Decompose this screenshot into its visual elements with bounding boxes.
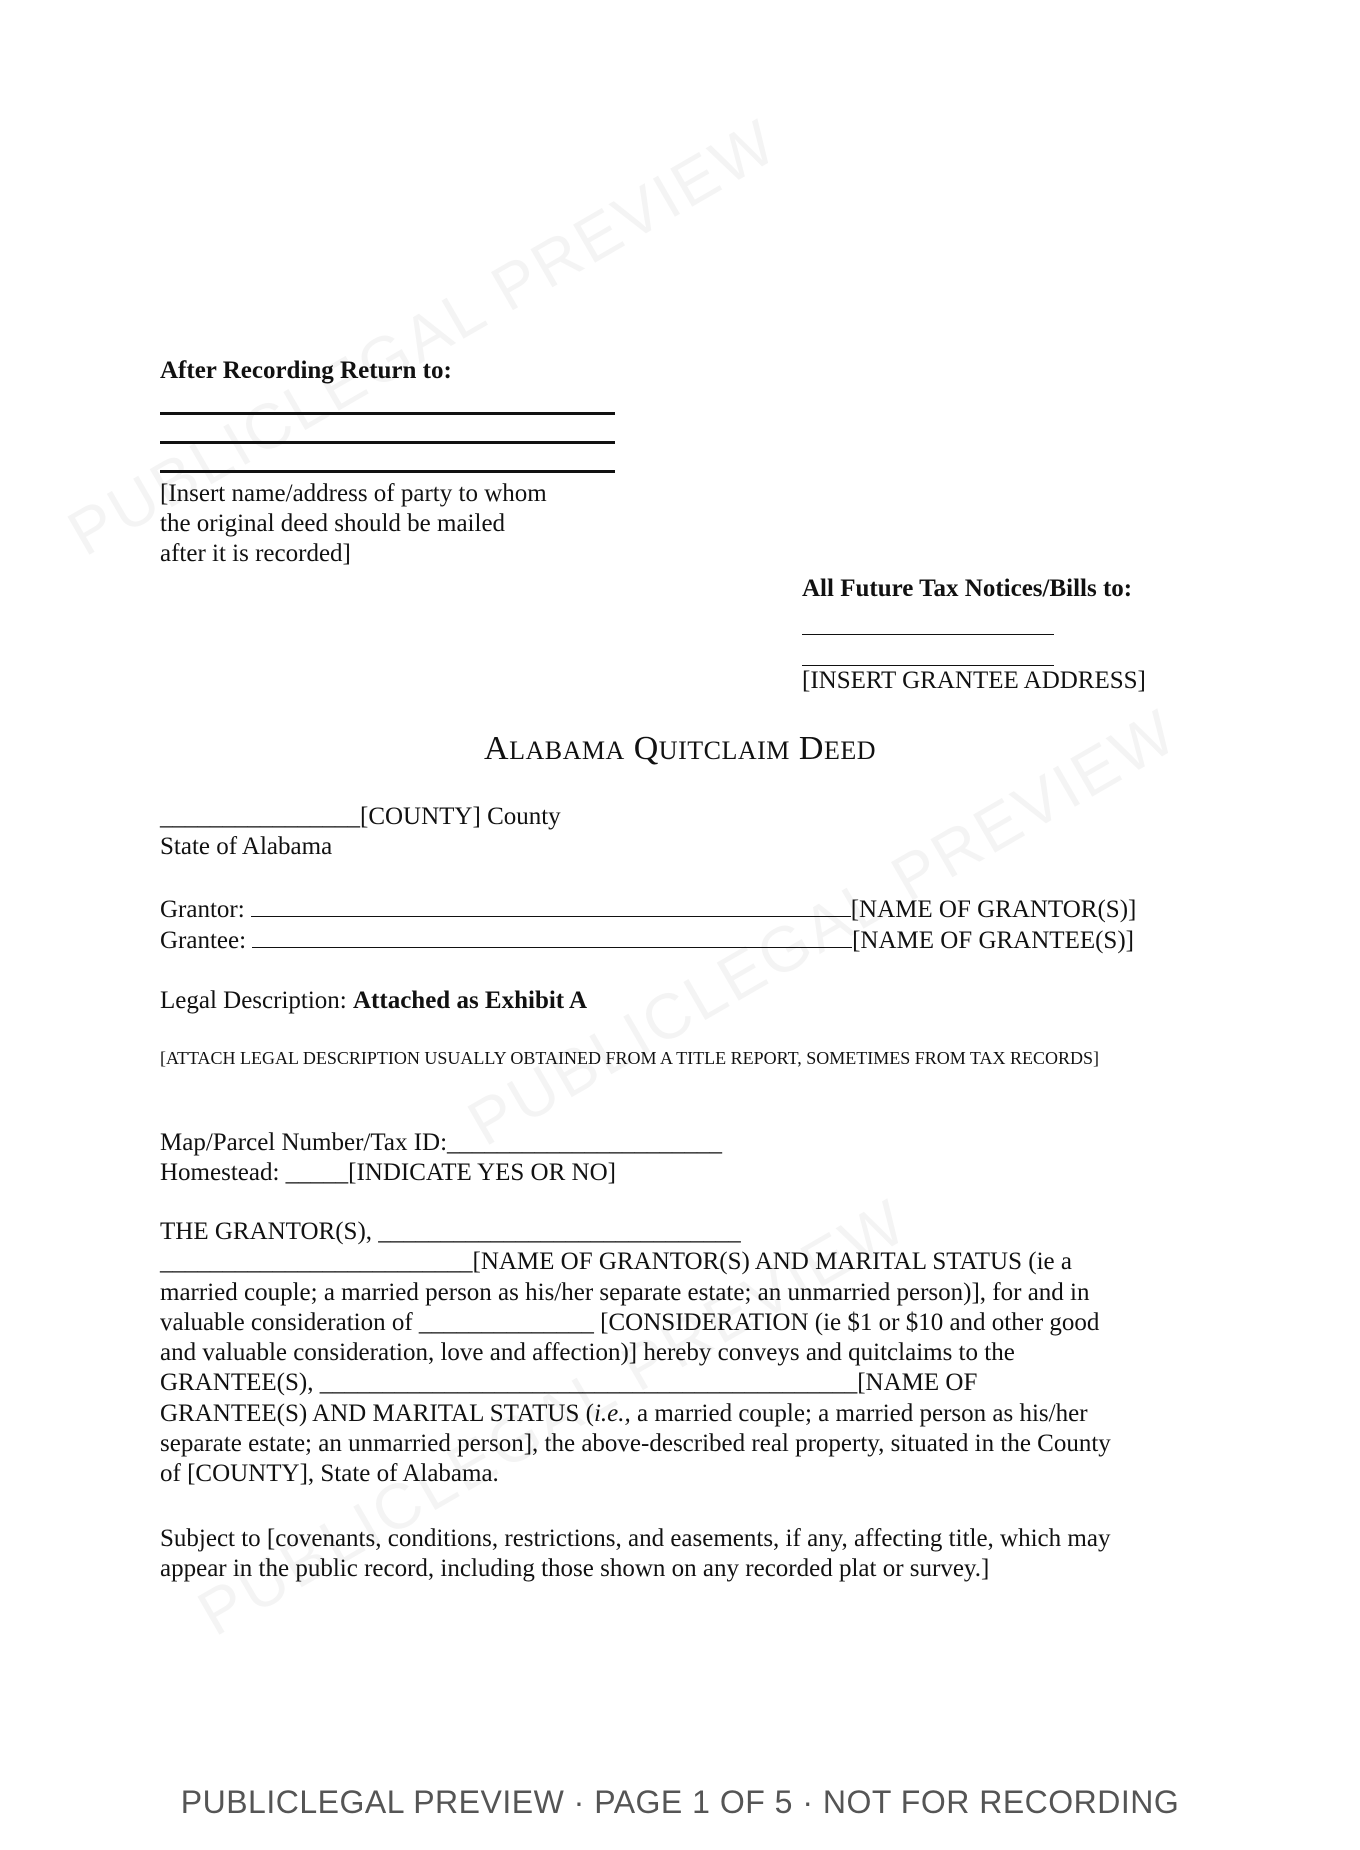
parcel-number-line: Map/Parcel Number/Tax ID:______________________ [160, 1129, 723, 1156]
county-line: ________________[COUNTY] County [160, 803, 561, 830]
grantee-placeholder: [NAME OF GRANTEE(S)] [852, 927, 1134, 954]
return-to-block [160, 356, 630, 569]
tax-blank-line [802, 635, 1054, 666]
return-blank-line [160, 386, 615, 415]
conveyance-paragraph: THE GRANTOR(S), _____________________________ _________________________[NAME OF GRANTOR(S) AND MARITAL STATUS (ie a married couple; a married person as his/her separate estate; an unmarried person)], for and in valuable consideration of ______________ [CONSIDERATION (ie $1 or $10 and other good and valuable consideration, love and affection)] hereby conveys and quitclaims to the GRANTEE(S), ___________________________________________[NAME OF GRANTEE(S) AND MARITAL STATUS (i.e., a married couple; a married person as his/her separate estate; an unmarried person], the above-described real property, situated in the County of [COUNTY], State of Alabama. [160, 1218, 1111, 1488]
homestead-line: Homestead: _____[INDICATE YES OR NO] [160, 1159, 616, 1186]
return-to-heading: After Recording Return to: [160, 357, 452, 384]
grantor-row [160, 894, 1200, 925]
deed-title: ALABAMA QUITCLAIM DEED [484, 730, 876, 767]
tax-blank-line [802, 604, 1054, 635]
attach-note: [ATTACH LEGAL DESCRIPTION USUALLY OBTAINED FROM A TITLE REPORT, SOMETIMES FROM TAX RECORDS] [160, 1048, 1099, 1068]
county-block [160, 802, 561, 862]
preview-footer: PUBLICLEGAL PREVIEW · PAGE 1 OF 5 · NOT FOR RECORDING [180, 1784, 1180, 1820]
state-line: State of Alabama [160, 833, 333, 860]
legal-description [160, 986, 587, 1016]
grantee-address-placeholder: [INSERT GRANTEE ADDRESS] [802, 667, 1146, 694]
return-blank-line [160, 444, 615, 473]
legal-description-label: Legal Description: [160, 987, 353, 1014]
grantor-blank-line [251, 894, 851, 917]
grantor-label: Grantor: [160, 896, 245, 923]
grantee-label: Grantee: [160, 927, 247, 954]
tax-notices-heading: All Future Tax Notices/Bills to: [802, 575, 1133, 602]
grantee-row [160, 925, 1200, 956]
grantor-placeholder: [NAME OF GRANTOR(S)] [850, 896, 1137, 923]
legal-description-value: Attached as Exhibit A [353, 987, 588, 1014]
grantee-blank-line [252, 925, 852, 948]
tax-notices-block [802, 574, 1202, 696]
subject-to-paragraph: Subject to [covenants, conditions, restrictions, and easements, if any, affecting title, which may appear in the public record, including those shown on any recorded plat or survey.] [160, 1525, 1111, 1583]
parcel-block [160, 1128, 722, 1188]
return-to-note: [Insert name/address of party to whom the original deed should be mailed after it is recorded] [160, 480, 547, 567]
parties-block [160, 894, 1200, 956]
return-blank-line [160, 415, 615, 444]
